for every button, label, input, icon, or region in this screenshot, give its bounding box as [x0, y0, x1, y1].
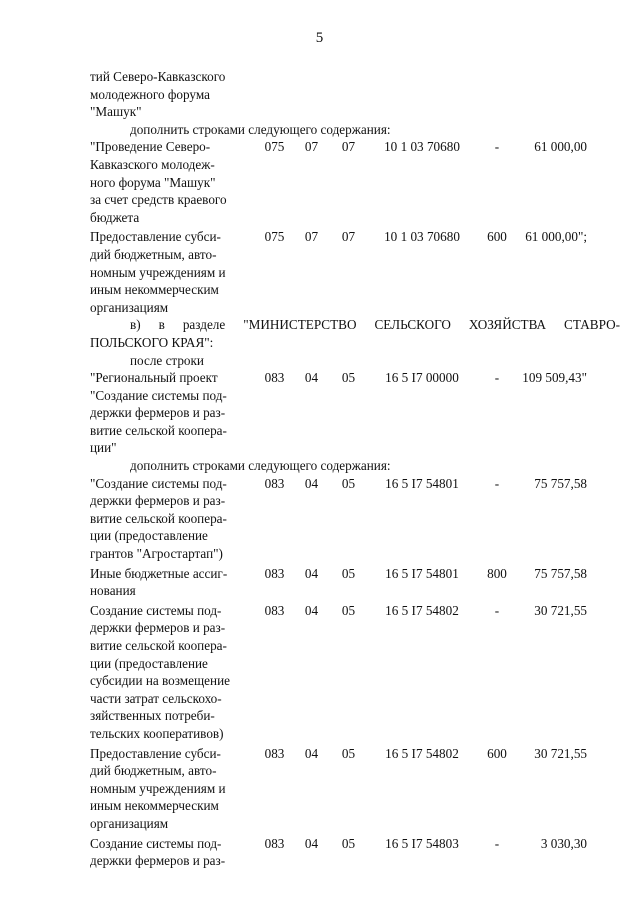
subsection-code: 05 [341, 565, 356, 581]
row-description [90, 228, 256, 316]
desc-line: Предоставление субси- [90, 229, 221, 245]
table-row [90, 565, 620, 600]
document-body [90, 68, 620, 870]
amount: 75 757,58 [534, 565, 587, 581]
row-description [90, 835, 256, 870]
expense-type-code: - [494, 370, 500, 386]
desc-line: Кавказского молодеж- [90, 156, 215, 172]
ministry-code: 075 [264, 229, 285, 245]
desc-line: субсидии на возмещение [90, 673, 230, 689]
desc-line: держки фермеров и раз- [90, 620, 226, 636]
row-description [90, 745, 256, 833]
desc-line: грантов "Агростартап") [90, 546, 223, 562]
desc-line: номным учреждениям и [90, 780, 226, 796]
desc-line: ции (предоставление [90, 655, 208, 671]
section-heading-line: ПОЛЬСКОГО КРАЯ": [90, 334, 214, 350]
desc-line: бюджета [90, 209, 140, 225]
ministry-code: 083 [264, 565, 285, 581]
intro-line: тий Северо-Кавказского [90, 69, 226, 84]
desc-line: витие сельской коопера- [90, 510, 227, 526]
after-row-label: после строки [130, 352, 204, 368]
expense-type-code: 800 [487, 565, 507, 581]
instruction-add-rows: дополнить строками следующего содержания: [130, 121, 391, 137]
expense-type-code: - [494, 835, 500, 851]
ministry-code: 083 [264, 602, 285, 618]
expense-type-code: - [494, 475, 500, 491]
subsection-code: 05 [341, 835, 356, 851]
desc-line: нования [90, 583, 136, 599]
desc-line: витие сельской коопера- [90, 422, 227, 438]
amount: 30 721,55 [534, 745, 587, 761]
intro-row [90, 68, 620, 121]
desc-line: "Создание системы под- [90, 475, 227, 491]
desc-line: дий бюджетным, авто- [90, 246, 217, 262]
section-code: 04 [304, 835, 319, 851]
section-code: 04 [304, 565, 319, 581]
table-row [90, 475, 620, 563]
desc-line: держки фермеров и раз- [90, 493, 226, 509]
instruction-add-rows: дополнить строками следующего содержания: [130, 458, 391, 474]
row-description [90, 138, 256, 226]
desc-line: дий бюджетным, авто- [90, 763, 217, 779]
section-code: 04 [304, 745, 319, 761]
row-description [90, 369, 256, 457]
subsection-code: 07 [341, 229, 356, 245]
target-article-code: 16 5 I7 00000 [385, 370, 459, 386]
section-code: 04 [304, 602, 319, 618]
desc-line: "Проведение Северо- [90, 139, 211, 155]
expense-type-code: 600 [487, 745, 507, 761]
amount: 75 757,58 [534, 475, 587, 491]
intro-line: "Машук" [90, 104, 142, 120]
target-article-code: 16 5 I7 54802 [385, 602, 459, 618]
ministry-code: 075 [264, 139, 285, 155]
target-article-code: 16 5 I7 54801 [385, 565, 459, 581]
desc-line: зяйственных потреби- [90, 708, 215, 724]
table-row [90, 228, 620, 316]
ministry-code: 083 [264, 745, 285, 761]
target-article-code: 10 1 03 70680 [384, 229, 460, 245]
page-number: 5 [315, 30, 324, 46]
desc-line: "Региональный проект [90, 370, 218, 386]
amount: 3 030,30 [540, 835, 587, 851]
target-article-code: 16 5 I7 54803 [385, 835, 459, 851]
section-code: 04 [304, 370, 319, 386]
amount: 61 000,00"; [525, 229, 587, 245]
expense-type-code: - [494, 602, 500, 618]
subsection-code: 05 [341, 475, 356, 491]
ministry-code: 083 [264, 475, 285, 491]
ministry-code: 083 [264, 370, 285, 386]
table-row [90, 369, 620, 457]
desc-line: держки фермеров и раз- [90, 405, 226, 421]
amount: 109 509,43" [522, 370, 587, 386]
desc-line: иным некоммерческим [90, 282, 219, 298]
amount: 61 000,00 [534, 139, 587, 155]
intro-desc [90, 68, 256, 121]
desc-line: витие сельской коопера- [90, 638, 227, 653]
desc-line: за счет средств краевого [90, 192, 227, 208]
subsection-code: 05 [341, 745, 356, 761]
target-article-code: 16 5 I7 54801 [385, 475, 459, 491]
row-description [90, 602, 256, 743]
table-row [90, 602, 620, 743]
row-description [90, 475, 256, 563]
section-code: 07 [304, 139, 319, 155]
desc-line: тельских кооперативов) [90, 725, 224, 741]
table-row [90, 835, 620, 870]
desc-line: Предоставление субси- [90, 745, 221, 761]
subsection-code: 07 [341, 139, 356, 155]
desc-line: Создание системы под- [90, 602, 222, 618]
desc-line: держки фермеров и раз- [90, 853, 226, 869]
desc-line: организациям [90, 299, 169, 315]
target-article-code: 10 1 03 70680 [384, 139, 460, 155]
intro-line: молодежного форума [90, 86, 210, 102]
ministry-code: 083 [264, 835, 285, 851]
section-heading-line: в) в разделе "МИНИСТЕРСТВО СЕЛЬСКОГО ХОЗЯЙСТВА СТАВРО- [130, 317, 620, 333]
desc-line: "Создание системы под- [90, 387, 227, 403]
target-article-code: 16 5 I7 54802 [385, 745, 459, 761]
subsection-code: 05 [341, 370, 356, 386]
table-row [90, 745, 620, 833]
expense-type-code: - [494, 139, 500, 155]
amount: 30 721,55 [534, 602, 587, 618]
section-heading [90, 316, 620, 334]
desc-line: ного форума "Машук" [90, 174, 216, 190]
desc-line: иным некоммерческим [90, 798, 219, 814]
expense-type-code: 600 [487, 229, 507, 245]
desc-line: ции (предоставление [90, 528, 208, 544]
desc-line: номным учреждениям и [90, 264, 226, 280]
desc-line: Иные бюджетные ассиг- [90, 565, 228, 581]
section-code: 04 [304, 475, 319, 491]
table-row [90, 138, 620, 226]
desc-line: Создание системы под- [90, 835, 222, 851]
desc-line: части затрат сельскохо- [90, 690, 222, 706]
subsection-code: 05 [341, 602, 356, 618]
row-description [90, 565, 256, 600]
section-code: 07 [304, 229, 319, 245]
desc-line: организациям [90, 815, 169, 831]
desc-line: ции" [90, 440, 117, 456]
